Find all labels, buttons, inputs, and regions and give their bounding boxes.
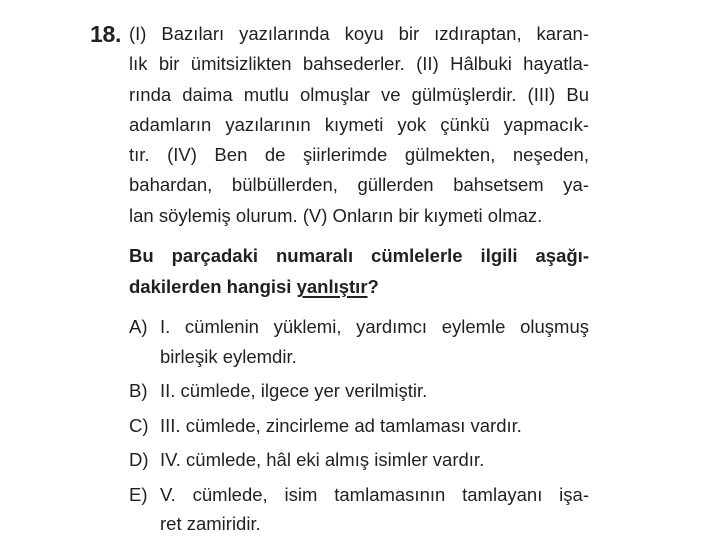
stem-suffix: ?	[367, 276, 379, 297]
passage-line: (I) Bazıları yazılarında koyu bir ızdıraptan, karan-	[129, 23, 589, 44]
option-text	[160, 376, 589, 406]
option-e[interactable]	[129, 480, 589, 539]
option-line: IV. cümlede, hâl eki almış isimler vardır.	[160, 449, 485, 470]
question-stem	[129, 240, 589, 302]
option-line: III. cümlede, zincirleme ad tamlaması vardır.	[160, 414, 522, 436]
question-number: 18.	[90, 21, 122, 47]
option-text	[160, 411, 589, 441]
passage-line: adamların yazılarının kıymeti yok çünkü yapmacık-	[129, 113, 589, 135]
option-c[interactable]	[129, 411, 589, 441]
answer-options	[129, 312, 589, 544]
option-text	[160, 480, 589, 539]
option-letter: E)	[129, 483, 148, 505]
stem-prefix: dakilerden hangisi	[129, 276, 297, 297]
option-line: II. cümlede, ilgece yer verilmiştir.	[160, 380, 428, 401]
option-letter: C)	[129, 414, 149, 436]
option-line: birleşik eylemdir.	[160, 345, 297, 367]
passage-line: lan söylemiş olurum. (V) Onların bir kıymeti olmaz.	[129, 204, 543, 226]
passage-line: tır. (IV) Ben de şiirlerimde gülmekten, neşeden,	[129, 144, 589, 166]
option-letter: B)	[129, 380, 148, 401]
stem-underlined-word: yanlıştır	[296, 276, 368, 297]
stem-line-1: Bu parçadaki numaralı cümlelerle ilgili aşağı-	[129, 245, 589, 266]
question-passage	[129, 19, 589, 231]
option-d[interactable]	[129, 445, 589, 475]
option-text	[160, 445, 589, 475]
option-line: I. cümlenin yüklemi, yardımcı eylemle oluşmuş	[160, 316, 589, 337]
option-a[interactable]	[129, 312, 589, 371]
passage-line: rında daima mutlu olmuşlar ve gülmüşlerdir. (III) Bu	[129, 83, 589, 105]
stem-line-2	[129, 271, 589, 302]
passage-line: bahardan, bülbüllerden, güllerden bahsetsem ya-	[129, 174, 589, 196]
option-letter: A)	[129, 316, 148, 337]
option-letter: D)	[129, 449, 149, 470]
option-text	[160, 312, 589, 371]
option-b[interactable]	[129, 376, 589, 406]
option-line: V. cümlede, isim tamlamasının tamlayanı işa-	[160, 483, 589, 505]
passage-line: lık bir ümitsizlikten bahsederler. (II) Hâlbuki hayatla-	[129, 53, 589, 75]
option-line: ret zamiridir.	[160, 513, 261, 534]
